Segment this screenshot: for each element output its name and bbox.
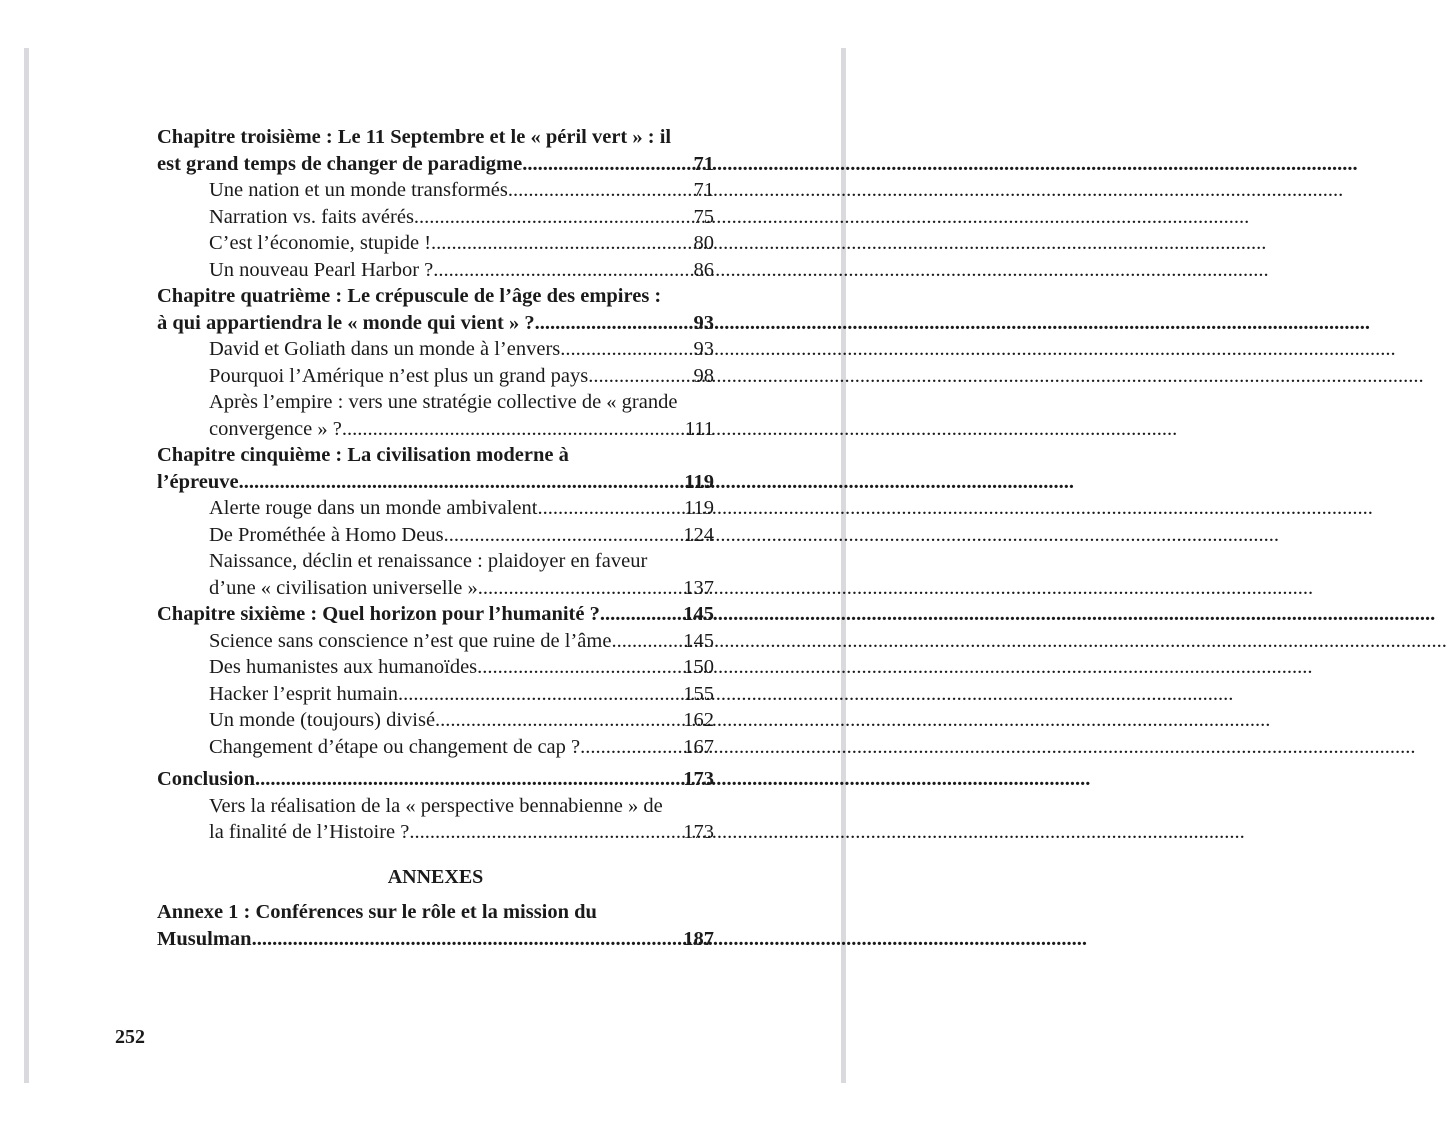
toc-section-entry <box>157 793 714 846</box>
dot-leader <box>580 734 683 761</box>
entry-page-number: 145 <box>683 629 714 652</box>
entry-page-number: 145 <box>683 603 714 625</box>
entry-row <box>157 469 714 496</box>
entry-page-number: 93 <box>693 338 714 360</box>
entry-page-number: 111 <box>684 417 714 440</box>
toc-chapter-entry <box>157 766 714 793</box>
entry-title: d’une « civilisation universelle » <box>209 576 478 599</box>
annex-list <box>157 899 714 952</box>
entry-row <box>209 575 714 602</box>
toc-chapter-entry <box>157 124 714 177</box>
annex-chapter-entry <box>157 899 714 952</box>
toc-section-entry <box>157 177 714 204</box>
entry-row <box>209 654 714 681</box>
toc-section-entry <box>157 522 714 549</box>
entry-row <box>209 257 714 284</box>
entry-page-number: 137 <box>683 576 714 599</box>
dot-leader <box>444 522 684 549</box>
entry-title: la finalité de l’Histoire ? <box>209 821 410 843</box>
entry-page-number: 93 <box>693 311 714 334</box>
entry-title: Alerte rouge dans un monde ambivalent <box>209 497 538 519</box>
dot-leader <box>477 654 683 681</box>
entry-row <box>209 734 714 761</box>
toc-section-entry <box>157 230 714 257</box>
entry-row <box>157 310 714 337</box>
entry-row <box>209 363 714 390</box>
entry-page-number: 119 <box>684 470 714 493</box>
entry-row <box>157 601 714 628</box>
entry-row <box>157 151 714 178</box>
entry-row <box>209 416 714 443</box>
dot-leader <box>522 151 693 178</box>
entry-page-number: 173 <box>683 768 714 790</box>
entry-title: Chapitre sixième : Quel horizon pour l’humanité ? <box>157 603 600 625</box>
table-of-contents <box>157 124 714 952</box>
entry-title: à qui appartiendra le « monde qui vient » ? <box>157 311 535 334</box>
dot-leader <box>342 416 685 443</box>
entry-page-number: 71 <box>693 179 714 201</box>
entry-title: l’épreuve <box>157 470 239 493</box>
entry-page-number: 124 <box>683 523 714 546</box>
dot-leader <box>409 819 683 846</box>
entry-title-line: Après l’empire : vers une stratégie collective de « grande <box>209 391 678 413</box>
entry-row <box>209 819 714 846</box>
entry-page-number: 155 <box>683 682 714 705</box>
entry-row <box>209 628 714 655</box>
entry-title: Changement d’étape ou changement de cap ? <box>209 735 581 758</box>
page-number: 252 <box>115 1026 145 1048</box>
toc-section-entry <box>157 204 714 231</box>
entry-page-number: 167 <box>683 735 714 758</box>
entry-page-number: 80 <box>693 232 714 254</box>
entry-title: Un nouveau Pearl Harbor ? <box>209 258 434 281</box>
entry-row <box>209 681 714 708</box>
dot-leader <box>414 204 694 231</box>
entry-row <box>209 336 714 363</box>
page-edge-left <box>24 48 29 1083</box>
entry-row <box>209 495 714 522</box>
toc-section-entry <box>157 257 714 284</box>
toc-section-entry <box>157 548 714 601</box>
dot-leader <box>239 469 685 496</box>
entry-title: est grand temps de changer de paradigme <box>157 152 523 175</box>
entry-title-line: Naissance, déclin et renaissance : plaidoyer en faveur <box>209 550 648 572</box>
entry-page-number: 98 <box>693 364 714 387</box>
entry-title-line: Chapitre cinquième : La civilisation moderne à <box>157 444 569 466</box>
toc-chapter-entry <box>157 442 714 495</box>
entry-page-number: 150 <box>683 656 714 678</box>
entry-title: Pourquoi l’Amérique n’est plus un grand pays <box>209 364 589 387</box>
toc-section-entry <box>157 734 714 761</box>
entry-title: Musulman <box>157 927 252 950</box>
annexes-heading: ANNEXES <box>387 865 484 888</box>
entry-row <box>209 707 714 734</box>
entry-page-number: 187 <box>683 927 714 950</box>
toc-section-entry <box>157 628 714 655</box>
entry-title-line: Annexe 1 : Conférences sur le rôle et la mission du <box>157 901 597 923</box>
dot-leader <box>611 628 683 655</box>
entry-row <box>157 926 714 953</box>
entry-page-number: 119 <box>684 497 714 519</box>
entry-row <box>209 177 714 204</box>
entry-page-number: 75 <box>693 205 714 228</box>
entry-title: convergence » ? <box>209 417 342 440</box>
entry-row <box>209 522 714 549</box>
entry-page-number: 173 <box>683 821 714 843</box>
dot-leader <box>560 336 693 363</box>
toc-chapter-entry <box>157 283 714 336</box>
toc-section-entry <box>157 681 714 708</box>
entry-title: Conclusion <box>157 768 255 790</box>
entry-title: C’est l’économie, stupide ! <box>209 232 432 254</box>
entry-row <box>157 766 714 793</box>
entry-row <box>209 204 714 231</box>
entry-row <box>209 230 714 257</box>
toc-list <box>157 124 714 846</box>
toc-section-entry <box>157 363 714 390</box>
dot-leader <box>478 575 684 602</box>
entry-title: Une nation et un monde transformés <box>209 179 508 201</box>
entry-page-number: 71 <box>693 152 714 175</box>
entry-title: Science sans conscience n’est que ruine de l’âme <box>209 629 612 652</box>
entry-page-number: 86 <box>693 258 714 281</box>
entry-page-number: 162 <box>683 709 714 731</box>
entry-title: Un monde (toujours) divisé <box>209 709 436 731</box>
dot-leader <box>255 766 683 793</box>
entry-title-line: Chapitre quatrième : Le crépuscule de l’âge des empires : <box>157 285 662 307</box>
dot-leader <box>537 495 684 522</box>
dot-leader <box>535 310 694 337</box>
entry-title: David et Goliath dans un monde à l’envers <box>209 338 561 360</box>
dot-leader <box>431 230 693 257</box>
entry-title: Narration vs. faits avérés <box>209 205 414 228</box>
entry-title: De Prométhée à Homo Deus <box>209 523 444 546</box>
dot-leader <box>508 177 694 204</box>
toc-section-entry <box>157 654 714 681</box>
toc-chapter-entry <box>157 601 714 628</box>
toc-section-entry <box>157 495 714 522</box>
entry-title-line: Vers la réalisation de la « perspective bennabienne » de <box>209 794 663 817</box>
toc-section-entry <box>157 707 714 734</box>
dot-leader <box>435 707 683 734</box>
toc-section-entry <box>157 389 714 442</box>
entry-title: Des humanistes aux humanoïdes <box>209 656 478 678</box>
dot-leader <box>398 681 683 708</box>
dot-leader <box>433 257 693 284</box>
dot-leader <box>252 926 684 953</box>
dot-leader <box>600 601 683 628</box>
dot-leader <box>588 363 693 390</box>
entry-title: Hacker l’esprit humain <box>209 682 398 705</box>
toc-section-entry <box>157 336 714 363</box>
entry-title-line: Chapitre troisième : Le 11 Septembre et le « péril vert » : il <box>157 126 672 148</box>
